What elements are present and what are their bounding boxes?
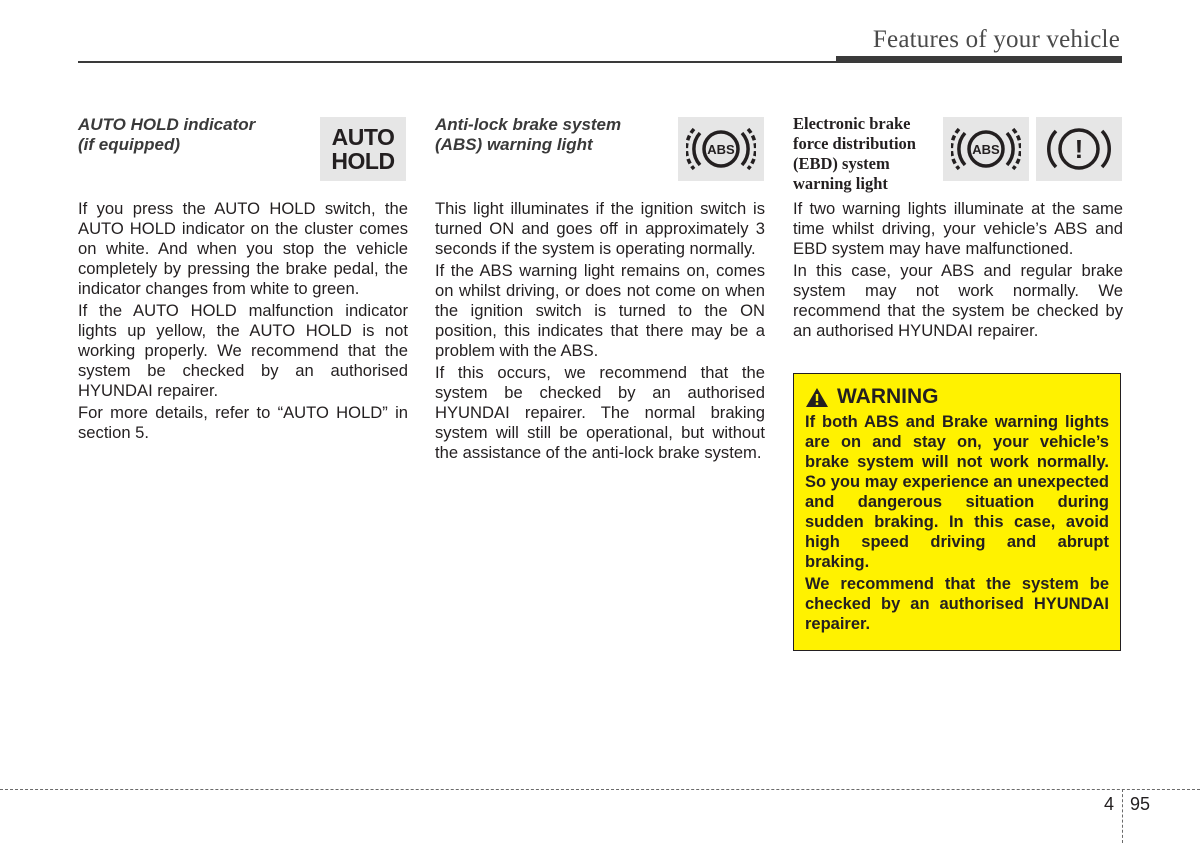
paragraph: If both ABS and Brake warning lights are on and stay on, your vehicle’s brake system will not work normally. So you may experience an unexpected and dangerous situation during sudden braking. In this case, avoid high speed driving and abrupt braking. (805, 413, 1109, 571)
ebd-heading-line: warning light (793, 174, 888, 193)
auto-hold-heading-line1: AUTO HOLD indicator (78, 115, 256, 134)
brake-warning-icon (1036, 117, 1122, 181)
paragraph: If the ABS warning light remains on, comes on whilst driving, or does not come on when the ignition switch is turned to the ON position, this indicates that there may be a problem with the ABS. (435, 261, 765, 360)
auto-hold-icon-line2: HOLD (331, 148, 395, 174)
paragraph: This light illuminates if the ignition switch is turned ON and goes off in approximately 3 seconds if the system is operating normally. (435, 199, 765, 258)
brake-icon-text: ! (1074, 134, 1084, 164)
abs-heading-line2: (ABS) warning light (435, 135, 593, 154)
page-section-number: 4 (1104, 794, 1115, 814)
abs-body (435, 199, 765, 465)
warning-title (805, 384, 1109, 410)
paragraph: For more details, refer to “AUTO HOLD” in section 5. (78, 403, 408, 442)
abs-heading-line1: Anti-lock brake system (435, 115, 622, 134)
paragraph: In this case, your ABS and regular brake system may not work normally. We recommend that the system be checked by an authorised HYUNDAI repairer. (793, 261, 1123, 340)
abs-heading (435, 115, 655, 155)
page-number: 95 (1130, 794, 1151, 814)
ebd-abs-icon-text: ABS (972, 142, 1000, 157)
page-header-title: Features of your vehicle (872, 26, 1120, 53)
paragraph: We recommend that the system be checked by an authorised HYUNDAI repairer. (805, 575, 1109, 633)
ebd-heading-line: (EBD) system (793, 154, 890, 173)
header-rule (78, 61, 838, 63)
warning-title-text: WARNING (837, 385, 939, 408)
footer-divider (1122, 789, 1123, 843)
footer-rule (0, 789, 1200, 790)
ebd-body (793, 199, 1123, 343)
auto-hold-heading (78, 115, 298, 155)
paragraph: If two warning lights illuminate at the same time whilst driving, your vehicle’s ABS and EBD system may have malfunctioned. (793, 199, 1123, 258)
ebd-heading (793, 114, 943, 194)
ebd-heading-line: force distribution (793, 134, 916, 153)
header-rule-accent (836, 56, 1122, 63)
warning-box (793, 373, 1121, 651)
paragraph: If the AUTO HOLD malfunction indicator lights up yellow, the AUTO HOLD is not working properly. We recommend that the system be checked by an authorised HYUNDAI repairer. (78, 301, 408, 400)
auto-hold-body (78, 199, 408, 445)
auto-hold-icon-line1: AUTO (331, 124, 395, 150)
abs-warning-icon (678, 117, 764, 181)
warning-text (805, 412, 1109, 634)
ebd-heading-line: Electronic brake (793, 114, 911, 133)
auto-hold-icon (320, 117, 406, 181)
paragraph: If you press the AUTO HOLD switch, the AUTO HOLD indicator on the cluster comes on white. And when you stop the vehicle completely by pressing the brake pedal, the indicator changes from white to green. (78, 199, 408, 298)
abs-icon-text: ABS (707, 142, 735, 157)
auto-hold-heading-line2: (if equipped) (78, 135, 180, 154)
ebd-abs-icon (943, 117, 1029, 181)
warning-triangle-icon (805, 387, 829, 408)
paragraph: If this occurs, we recommend that the system be checked by an authorised HYUNDAI repairer. The normal braking system will still be operational, but without the assistance of the anti-lock brake system. (435, 363, 765, 462)
